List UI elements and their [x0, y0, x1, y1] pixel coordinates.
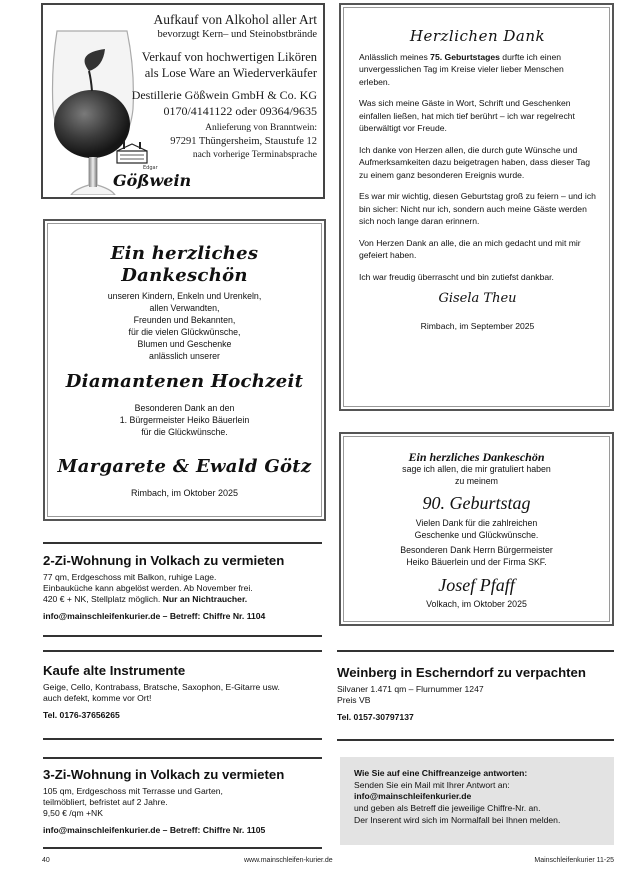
distillery-company: Destillerie Gößwein GmbH & Co. KG — [131, 88, 317, 102]
info-line-3: Der Inserent wird sich im Normalfall bei Ihnen melden. — [354, 814, 561, 825]
pfaff-occasion: 90. Geburtstag — [422, 493, 531, 513]
logo-edgar: Edgar — [143, 165, 158, 171]
logo-wordmark: Gößwein — [113, 171, 192, 190]
chiffre-info-box — [340, 757, 614, 845]
gisela-p1-post: durfte ich einen unvergesslichen Tag im Kreise vieler lieber Menschen erleben. — [359, 51, 564, 87]
goetz-thanks-line: 1. Bürgermeister Heiko Bäuerlein — [119, 415, 250, 425]
classified-title: 2-Zi-Wohnung in Volkach zu vermieten — [43, 553, 285, 568]
classified-line: Silvaner 1.471 qm – Flurnummer 1247 — [337, 684, 484, 694]
gisela-paragraph-3: Ich danke von Herzen allen, die durch gute Wünsche und Aufmerksamkeiten dazu beigetragen haben, dass dieser Tag zu einem ganz besonderen Ereignis wurde. — [359, 144, 591, 180]
gisela-paragraph-4: Es war mir wichtig, diesen Geburtstag groß zu feiern – und ich bin sicher: Nicht nur ich, sondern auch meine Gäste werden sich noch lange daran erinnern. — [359, 191, 596, 226]
divider — [43, 847, 322, 849]
classified-title: Weinberg in Escherndorf zu verpachten — [337, 665, 586, 680]
classified-ad-weinberg — [337, 664, 622, 723]
distillery-phones: 0170/4141122 oder 09364/9635 — [163, 104, 317, 118]
gisela-paragraph-6: Ich war freudig überrascht und bin zutiefst dankbar. — [359, 271, 554, 282]
classified-contact[interactable]: Tel. 0157-30797137 — [337, 712, 414, 722]
info-line-2: und geben als Betreff die jeweilige Chiffre-Nr. an. — [354, 803, 541, 814]
distillery-headline-2: Verkauf von hochwertigen Likören — [141, 50, 317, 64]
distillery-address: 97291 Thüngersheim, Staustufe 12 — [170, 136, 317, 147]
gisela-paragraph-2: Was sich meine Gäste in Wort, Schrift und Geschenken einfallen ließen, hat mich tief berührt – ich war regelrecht überwältigt vor Freude. — [359, 98, 575, 133]
goetz-line: anlässlich unserer — [149, 351, 220, 361]
gisela-signature: Gisela Theu — [438, 291, 517, 306]
pfaff-p2a: Besonderen Dank Herrn Bürgermeister — [400, 545, 553, 555]
classified-ad-instrumente — [43, 662, 328, 721]
footer-issue: Mainschleifenkurier 11-25 — [534, 857, 614, 864]
divider — [337, 739, 614, 741]
distillery-appointment: nach vorherige Terminabsprache — [192, 150, 317, 160]
distillery-delivery-label: Anlieferung von Branntwein: — [205, 123, 317, 133]
pfaff-place-date: Volkach, im Oktober 2025 — [426, 599, 527, 609]
classified-contact[interactable]: info@mainschleifenkurier.de – Betreff: Chiffre Nr. 1104 — [43, 611, 266, 621]
distillery-subline-2: als Lose Ware an Wiederverkäufer — [144, 66, 317, 80]
goetz-line: Blumen und Geschenke — [137, 339, 232, 349]
classified-contact[interactable]: Tel. 0176-37656265 — [43, 710, 120, 720]
gisela-paragraph-5: Von Herzen Dank an alle, die an mich gedacht und mit mir gefeiert haben. — [359, 237, 581, 260]
pfaff-p1a: Vielen Dank für die zahlreichen — [415, 518, 538, 528]
gisela-paragraph-1 — [359, 51, 596, 89]
goetz-thanks-line: für die Glückwünsche. — [141, 427, 228, 437]
info-email[interactable]: info@mainschleifenkurier.de — [354, 791, 472, 802]
divider — [43, 738, 322, 740]
pfaff-title: Ein herzliches Dankeschön — [408, 450, 545, 464]
info-title: Wie Sie auf eine Chiffreanzeige antworten: — [354, 768, 528, 778]
goetz-names: Margarete & Ewald Götz — [57, 456, 312, 477]
goetz-place-date: Rimbach, im Oktober 2025 — [130, 488, 239, 498]
gisela-p1-bold: 75. Geburtstages — [430, 51, 500, 62]
distillery-subline: bevorzugt Kern– und Steinobstbrände — [157, 29, 317, 40]
classified-ad-2zi-wohnung — [43, 552, 328, 622]
distillery-headline: Aufkauf von Alkohol aller Art — [153, 12, 317, 27]
pfaff-p2b: Heiko Bäuerlein und der Firma SKF. — [406, 556, 547, 567]
distillery-ad — [41, 3, 325, 199]
classified-line: teilmöbliert, befristet auf 2 Jahre. — [43, 797, 168, 807]
divider — [43, 757, 322, 759]
classified-line: Geige, Cello, Kontrabass, Bratsche, Saxophon, E-Gitarre usw. — [43, 682, 280, 692]
gisela-title: Herzlichen Dank — [409, 27, 546, 45]
classified-line: auch defekt, komme vor Ort! — [43, 693, 152, 703]
pfaff-p1b: Geschenke und Glückwünsche. — [414, 529, 539, 540]
pfaff-name: Josef Pfaff — [438, 575, 515, 595]
gisela-thank-you-ad — [339, 3, 614, 411]
divider — [337, 650, 614, 652]
pfaff-line-2: zu meinem — [454, 475, 499, 486]
classified-title: 3-Zi-Wohnung in Volkach zu vermieten — [43, 767, 285, 782]
classified-line: Einbauküche kann abgelöst werden. Ab November frei. — [43, 583, 253, 593]
goetz-line: allen Verwandten, — [149, 303, 220, 313]
divider — [43, 635, 322, 637]
classified-ad-3zi-wohnung — [43, 766, 328, 836]
page-number: 40 — [42, 857, 50, 864]
classified-title: Kaufe alte Instrumente — [43, 663, 186, 678]
gisela-p1-pre: Anlässlich meines — [359, 51, 431, 62]
footer-website[interactable]: www.mainschleifen-kurier.de — [244, 857, 333, 864]
divider — [43, 650, 322, 652]
goetz-line: für die vielen Glückwünsche, — [128, 327, 241, 337]
divider — [43, 542, 322, 544]
goetz-line: unseren Kindern, Enkeln und Urenkeln, — [107, 291, 262, 301]
pfaff-thank-you-ad — [339, 432, 614, 626]
goetz-title: Ein herzliches Dankeschön — [110, 243, 259, 286]
pfaff-line-1: sage ich allen, die mir gratuliert haben — [402, 464, 551, 474]
classified-line: 9,50 € /qm +NK — [43, 808, 103, 818]
classified-line — [43, 594, 328, 605]
gisela-place-date: Rimbach, im September 2025 — [420, 320, 535, 331]
info-line-1: Senden Sie ein Mail mit Ihrer Antwort an: — [354, 779, 510, 790]
classified-line-bold: Nur an Nichtraucher. — [162, 594, 248, 604]
classified-line-text: 420 € + NK, Stellplatz möglich. — [43, 594, 163, 604]
goetz-occasion: Diamantenen Hochzeit — [65, 371, 304, 392]
classified-contact[interactable]: info@mainschleifenkurier.de – Betreff: Chiffre Nr. 1105 — [43, 825, 266, 835]
classified-line: Preis VB — [337, 695, 371, 705]
goetz-thanks-line: Besonderen Dank an den — [134, 403, 235, 413]
goetz-line: Freunden und Bekannten, — [133, 315, 236, 325]
classified-line: 105 qm, Erdgeschoss mit Terrasse und Garten, — [43, 786, 223, 796]
classified-line: 77 qm, Erdgeschoss mit Balkon, ruhige Lage. — [43, 572, 217, 582]
goetz-thank-you-ad — [43, 219, 326, 521]
